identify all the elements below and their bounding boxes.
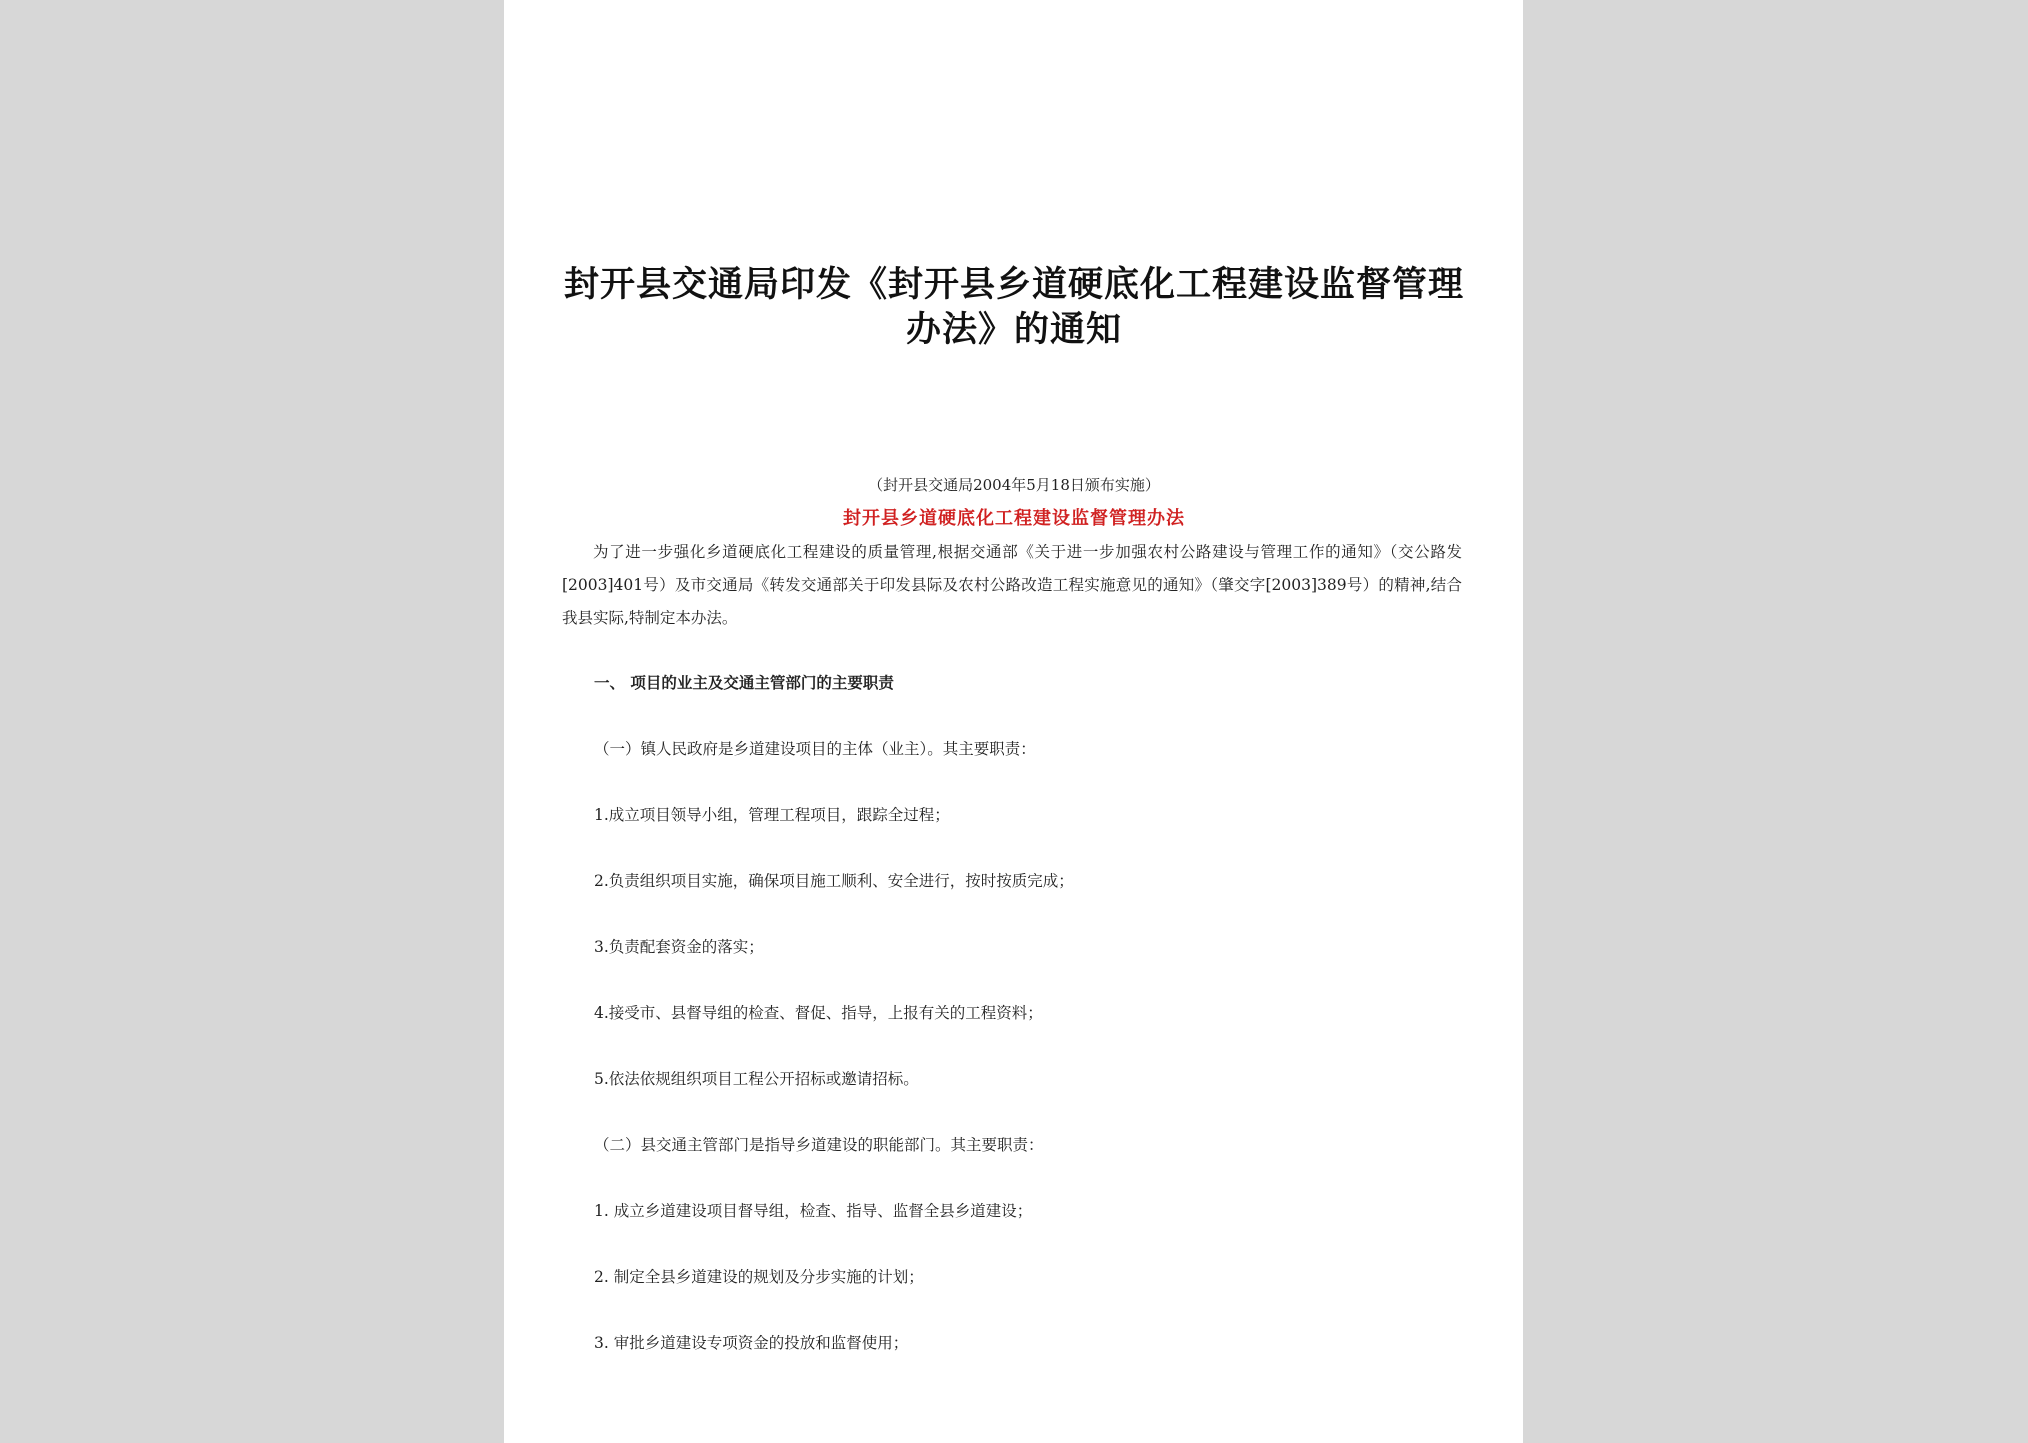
- intro-paragraph: 为了进一步强化乡道硬底化工程建设的质量管理,根据交通部《关于进一步加强农村公路建设与管理工作的通知》（交公路发[2003]401号）及市交通局《转发交通部关于印发县际及农村公路改造工程实施意见的通知》（肇交字[2003]389号）的精神,结合我县实际,特制定本办法。: [562, 543, 1462, 627]
- list-item: 2.负责组织项目实施，确保项目施工顺利、安全进行，按时按质完成；: [594, 872, 1074, 890]
- section-heading: 一、 项目的业主及交通主管部门的主要职责: [594, 673, 894, 692]
- subsection-heading: （二）县交通主管部门是指导乡道建设的职能部门。其主要职责：: [594, 1136, 1044, 1154]
- list-item: 5.依法依规组织项目工程公开招标或邀请招标。: [594, 1070, 919, 1088]
- issue-note: （封开县交通局2004年5月18日颁布实施）: [868, 476, 1160, 494]
- subsection-heading: （一）镇人民政府是乡道建设项目的主体（业主）。其主要职责：: [594, 740, 1036, 758]
- list-item: 2. 制定全县乡道建设的规划及分步实施的计划；: [594, 1268, 924, 1286]
- list-item: 1. 成立乡道建设项目督导组，检查、指导、监督全县乡道建设；: [594, 1202, 1033, 1220]
- document-title: 封开县交通局印发《封开县乡道硬底化工程建设监督管理办法》的通知: [564, 264, 1465, 350]
- document-page: [504, 0, 1523, 1443]
- list-item: 3. 审批乡道建设专项资金的投放和监督使用；: [594, 1334, 909, 1352]
- list-item: 4.接受市、县督导组的检查、督促、指导，上报有关的工程资料；: [594, 1004, 1043, 1022]
- list-item: 1.成立项目领导小组，管理工程项目，跟踪全过程；: [594, 806, 950, 824]
- list-item: 3.负责配套资金的落实；: [594, 938, 764, 956]
- regulation-title: 封开县乡道硬底化工程建设监督管理办法: [843, 508, 1185, 529]
